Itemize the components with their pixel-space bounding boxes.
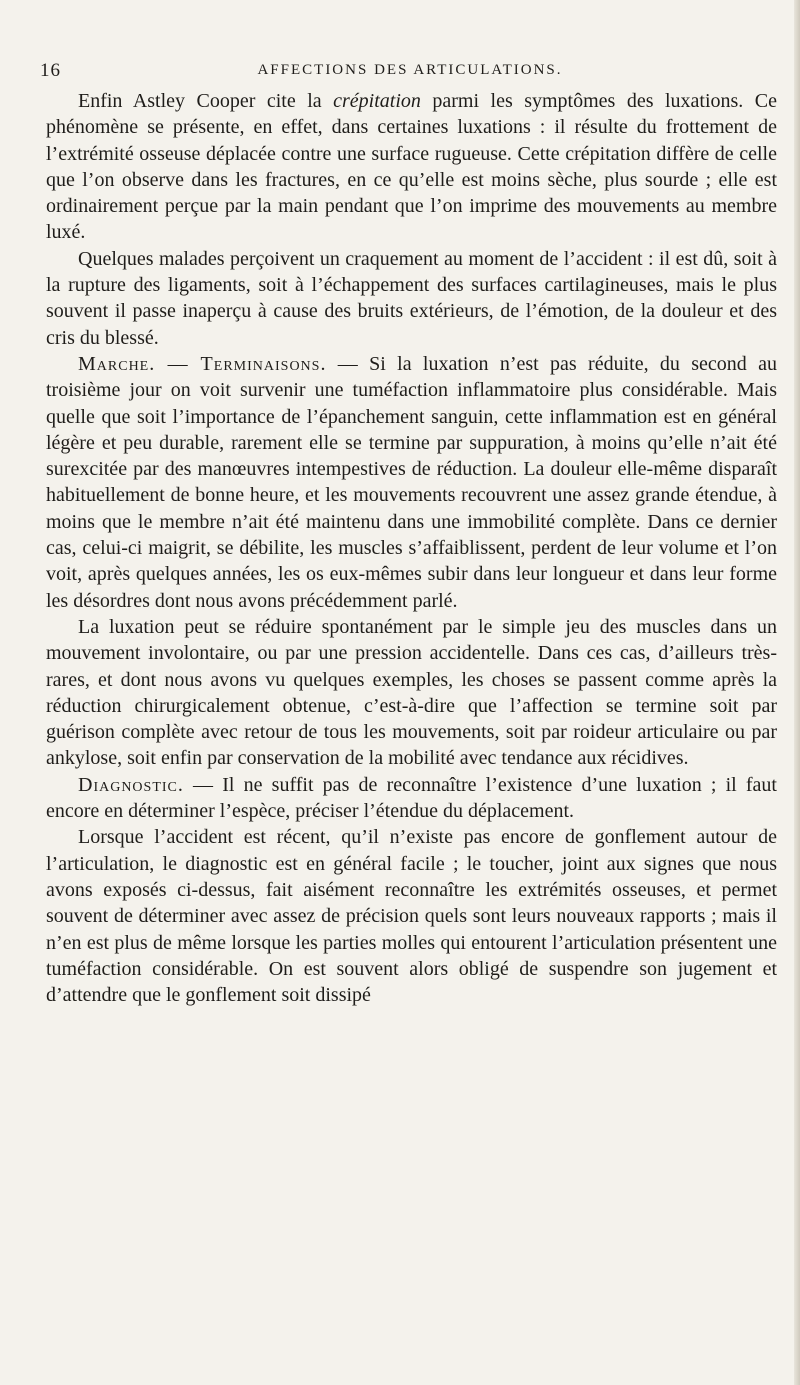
emphasis-crepitation: crépitation xyxy=(333,90,421,112)
paragraph-text: parmi les symptômes des luxations. Ce phénomène se présente, en effet, dans certaines luxations : il résulte du frottement de l’extrémité osseuse déplacée contre une surface rugueuse. Cette crépitation diffère de celle que l’on observe dans les fractures, en ce qu’elle est moins sèche, plus sourde ; elle est ordinairement perçue par la main pendant que l’on imprime des mouvements au membre luxé. xyxy=(46,90,777,244)
body-text xyxy=(46,88,777,1008)
running-title: AFFECTIONS DES ARTICULATIONS. xyxy=(257,62,563,78)
paragraph-text: Lorsque l’accident est récent, qu’il n’existe pas encore de gonflement autour de l’articulation, le diagnostic est en général facile ; le toucher, joint aux signes que nous avons exposés ci-dessus, fait aisément reconnaître les extrémités osseuses, et permet souvent de déterminer avec assez de précision quels sont leurs nouveaux rapports ; mais il n’en est plus de même lorsque les parties molles qui entourent l’articulation présentent une tuméfaction considérable. On est souvent alors obligé de suspendre son jugement et d’attendre que le gonflement soit dissipé xyxy=(46,826,777,1007)
paragraph-diagnostic xyxy=(46,772,777,825)
paragraph-crepitation xyxy=(46,88,777,246)
page-edge xyxy=(794,0,800,1385)
section-heading-marche: Marche. — Terminaisons. xyxy=(78,352,327,375)
page-header xyxy=(40,60,780,82)
paragraph-reduction-spontanee xyxy=(46,614,777,772)
paragraph-text: — Il ne suffit pas de reconnaître l’existence d’une luxation ; il faut encore en déterminer l’espèce, préciser l’étendue du déplacement. xyxy=(46,773,777,823)
paragraph-marche-terminaisons xyxy=(46,351,777,614)
paragraph-text: Enfin Astley Cooper cite la xyxy=(78,90,334,112)
paragraph-text: Quelques malades perçoivent un craquement au moment de l’accident : il est dû, soit à la rupture des ligaments, soit à l’échappement des surfaces cartilagineuses, mais le plus souvent il passe inaperçu à cause des bruits extérieurs, de l’émotion, de la douleur et des cris du blessé. xyxy=(46,247,777,349)
page-number: 16 xyxy=(40,60,61,81)
paragraph-text: La luxation peut se réduire spontanément par le simple jeu des muscles dans un mouvement involontaire, ou par une pression accidentelle. Dans ces cas, d’ailleurs très-rares, et dont nous avons vu quelques exemples, les choses se passent comme après la réduction chirurgicalement obtenue, c’est-à-dire que l’affection se termine soit par guérison complète avec retour de tous les mouvements, soit par roideur articulaire ou par ankylose, soit enfin par conservation de la mobilité avec tendance aux récidives. xyxy=(46,615,777,770)
paragraph-accident-recent xyxy=(46,824,777,1008)
section-heading-diagnostic: Diagnostic. xyxy=(78,773,184,796)
paragraph-craquement xyxy=(46,246,777,351)
paragraph-text: — Si la luxation n’est pas réduite, du second au troisième jour on voit survenir une tuméfaction inflammatoire plus considérable. Mais quelle que soit l’importance de l’épanchement sanguin, cette inflammation est en général légère et peu durable, rarement elle se termine par suppuration, à moins qu’elle n’ait été surexcitée par des manœuvres intempestives de réduction. La douleur elle-même disparaît habituellement de bonne heure, et les mouvements recouvrent une assez grande étendue, à moins que le membre n’ait été maintenu dans une immobilité complète. Dans ce dernier cas, celui-ci maigrit, se débilite, les muscles s’affaiblissent, perdent de leur volume et l’on voit, après quelques années, les os eux-mêmes subir dans leur longueur et dans leur forme les désordres dont nous avons précédemment parlé. xyxy=(46,352,778,612)
